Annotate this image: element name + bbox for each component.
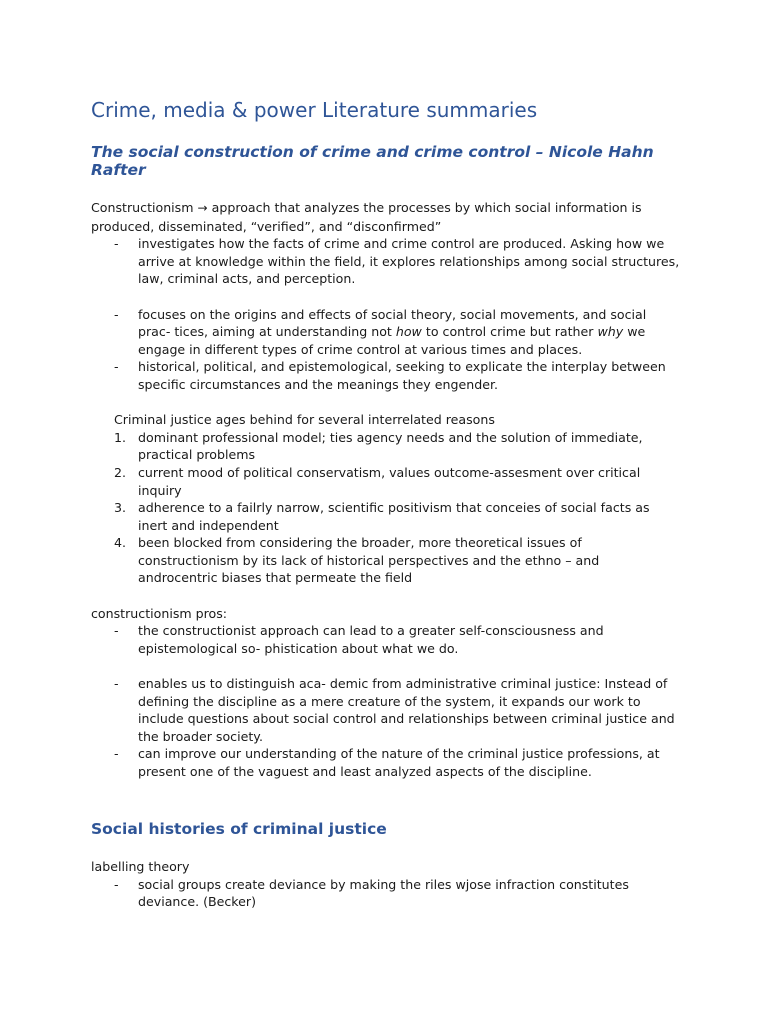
pros-list-2 xyxy=(91,675,681,781)
list-item-text: historical, political, and epistemological, seeking to explicate the interplay between specific circumstances and the meanings they engender. xyxy=(138,359,666,392)
dash-marker: - xyxy=(114,306,119,322)
section-heading: Social histories of criminal justice xyxy=(91,820,387,838)
dash-marker: - xyxy=(114,236,119,252)
pros-label: constructionism pros: xyxy=(91,605,228,621)
focus-emphasis-why: why xyxy=(597,324,624,340)
list-item xyxy=(91,306,681,359)
list-item-text: adherence to a failrly narrow, scientific positivism that conceies of social facts as inert and independent xyxy=(138,500,650,533)
dash-marker: - xyxy=(114,746,119,762)
list-item-text: social groups create deviance by making the riles wjose infraction constitutes deviance. (Becker) xyxy=(138,876,629,910)
dash-marker: - xyxy=(114,623,119,639)
article-subtitle: The social construction of crime and crime control – Nicole Hahn Rafter xyxy=(91,143,654,179)
list-item-text: dominant professional model; ties agency needs and the solution of immediate, practical problems xyxy=(138,429,643,463)
list-item xyxy=(91,429,681,464)
constructionism-term: Constructionism xyxy=(91,200,194,215)
labelling-list xyxy=(91,876,681,911)
constructionism-section xyxy=(91,199,681,781)
list-item-text: current mood of political conservatism, values outcome-assesment over critical inquiry xyxy=(138,464,641,498)
dash-marker: - xyxy=(114,676,119,692)
constructionism-definition-text: approach that analyzes the processes by which social information is produced, disseminated, “verified”, and “disconfirmed” xyxy=(91,200,642,234)
reasons-list xyxy=(91,429,681,587)
list-number: 2. xyxy=(114,464,127,480)
arrow-right-icon: → xyxy=(197,201,208,215)
list-item xyxy=(91,534,681,587)
list-number: 3. xyxy=(114,500,127,516)
list-item-text: enables us to distinguish aca- demic from administrative criminal justice: Instead of defining the discipline as a mere creature of the system, it expands our work to include questions about social control and relationships between criminal justice and the broader society. xyxy=(138,676,675,744)
list-item-text: been blocked from considering the broader, more theoretical issues of constructionism by its lack of historical perspectives and the ethno – and androcentric biases that permeate the field xyxy=(138,535,600,586)
list-item xyxy=(91,622,681,657)
document-title: Crime, media & power Literature summaries xyxy=(91,98,538,122)
list-item xyxy=(91,235,681,288)
labelling-section xyxy=(91,858,681,911)
list-number: 1. xyxy=(114,429,127,445)
list-item xyxy=(91,358,681,393)
focus-text-1: focuses on the origins and effects of social theory, social movements, and social prac- tices, aiming at understanding not xyxy=(138,306,647,340)
list-item-text: the constructionist approach can lead to a greater self-consciousness and epistemological so- phistication about what we do. xyxy=(138,623,604,656)
list-item-text: can improve our understanding of the nature of the criminal justice professions, at present one of the vaguest and least analyzed aspects of the discipline. xyxy=(138,746,660,779)
list-item xyxy=(91,745,681,780)
list-number: 4. xyxy=(114,535,127,551)
pros-list xyxy=(91,622,681,657)
constructionism-bullets xyxy=(91,235,681,288)
lag-intro: Criminal justice ages behind for several interrelated reasons xyxy=(114,412,495,428)
list-item xyxy=(91,499,681,534)
list-item-text: investigates how the facts of crime and crime control are produced. Asking how we arrive at knowledge within the field, it explores relationships among social structures, law, criminal acts, and perception. xyxy=(138,236,680,287)
focus-emphasis-how: how xyxy=(395,324,422,340)
list-item xyxy=(91,464,681,499)
list-item xyxy=(91,876,681,911)
focus-text-3: we engage in different types of crime control at various times and places. xyxy=(138,324,646,357)
constructionism-bullets-2 xyxy=(91,306,681,394)
dash-marker: - xyxy=(114,876,119,892)
labelling-label: labelling theory xyxy=(91,859,190,874)
constructionism-definition xyxy=(91,199,681,235)
dash-marker: - xyxy=(114,359,119,375)
list-item xyxy=(91,675,681,745)
focus-text-2: to control crime but rather xyxy=(425,324,594,340)
